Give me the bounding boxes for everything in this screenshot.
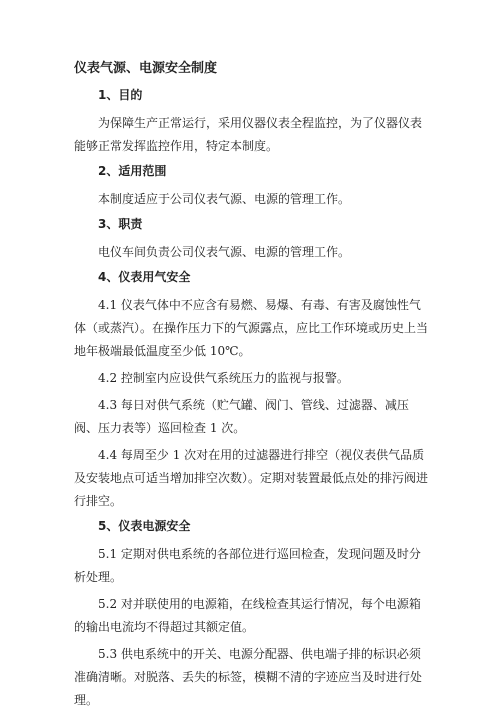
section-heading-power-safety: 5、仪表电源安全 <box>98 519 191 533</box>
paragraph-4-2: 4.2 控制室内应设供气系统压力的监视与报警。 <box>98 371 349 385</box>
paragraph-responsibility: 电仪车间负责公司仪表气源、电源的管理工作。 <box>98 245 351 259</box>
section-heading-air-safety: 4、仪表用气安全 <box>98 270 191 284</box>
paragraph-5-3: 5.3 供电系统中的开关、电源分配器、供电端子排的标识必须准确清晰。对脱落、丢失的标签，模糊不清的字迹应当及时进行处理。 <box>74 647 423 707</box>
paragraph-4-1: 4.1 仪表气体中不应含有易燃、易爆、有毒、有害及腐蚀性气体（或蒸汽）。在操作压力下的气源露点，应比工作环境或历史上当地年极端最低温度至少低 10℃。 <box>74 298 429 358</box>
document-page <box>74 60 430 716</box>
paragraph-scope: 本制度适应于公司仪表气源、电源的管理工作。 <box>98 192 351 206</box>
paragraph-5-2: 5.2 对并联使用的电源箱，在线检查其运行情况，每个电源箱的输出电流均不得超过其额定值。 <box>74 597 421 634</box>
section-heading-scope: 2、适用范围 <box>98 164 167 178</box>
section-heading-purpose: 1、目的 <box>98 88 143 102</box>
section-heading-responsibility: 3、职责 <box>98 217 143 231</box>
paragraph-5-1: 5.1 定期对供电系统的各部位进行巡回检查，发现问题及时分析处理。 <box>74 547 421 584</box>
document-title: 仪表气源、电源安全制度 <box>74 61 218 76</box>
paragraph-4-3: 4.3 每日对供气系统（贮气罐、阀门、管线、过滤器、减压阀、压力表等）巡回检查 1 次。 <box>74 398 409 435</box>
paragraph-4-4: 4.4 每周至少 1 次对在用的过滤器进行排空（视仪表供气品质及安装地点可适当增加排空次数）。定期对装置最低点处的排污阀进行排空。 <box>74 448 429 508</box>
paragraph-purpose: 为保障生产正常运行，采用仪器仪表全程监控，为了仪器仪表能够正常发挥监控作用，特定本制度。 <box>74 116 423 153</box>
